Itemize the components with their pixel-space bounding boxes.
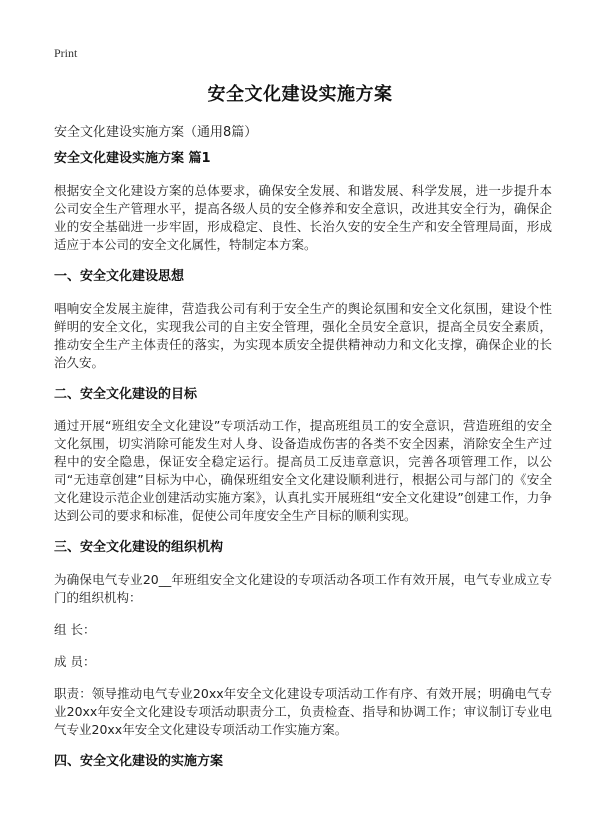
section-body-3: 为确保电气专业20__年班组安全文化建设的专项活动各项工作有效开展，电气专业成立专门的组织机构：: [54, 572, 552, 605]
intro-paragraph: 根据安全文化建设方案的总体要求，确保安全发展、和谐发展、科学发展，进一步提升本公司安全生产管理水平，提高各级人员的安全修养和安全意识，改进其安全行为，确保企业的安全基础进一步牢固，形成稳定、良性、长治久安的安全生产和安全管理局面，形成适应于本公司的安全文化属性，特制定本方案。: [54, 183, 552, 252]
section-heading-3: 三、安全文化建设的组织机构: [54, 540, 224, 555]
section-heading-4: 四、安全文化建设的实施方案: [54, 754, 224, 769]
section-body-1: 唱响安全发展主旋律，营造我公司有利于安全生产的舆论氛围和安全文化氛围，建设个性鲜明的安全文化，实现我公司的自主安全管理，强化全员安全意识，提高全员安全素质，推动安全生产主体责任的落实，为实现本质安全提供精神动力和文化支撑，确保企业的长治久安。: [54, 301, 552, 370]
section-heading-1: 一、安全文化建设思想: [54, 269, 185, 284]
chapter-heading: 安全文化建设实施方案 篇1: [54, 151, 211, 166]
leader-label: 组 长：: [54, 622, 96, 637]
duty-paragraph: 职责：领导推动电气专业20xx年安全文化建设专项活动工作有序、有效开展；明确电气专业20xx年安全文化建设专项活动职责分工，负责检查、指导和协调工作；审议制订专业电气专业20xx年安全文化建设专项活动工作实施方案。: [54, 686, 552, 737]
member-label: 成 员：: [54, 654, 96, 669]
print-label[interactable]: Print: [54, 46, 78, 60]
section-body-2: 通过开展“班组安全文化建设”专项活动工作，提高班组员工的安全意识，营造班组的安全文化氛围，切实消除可能发生对人身、设备造成伤害的各类不安全因素，消除安全生产过程中的安全隐患，保证安全稳定运行。提高员工反违章意识，完善各项管理工作，以公司“无违章创建”目标为中心，确保班组安全文化建设顺利进行，根据公司与部门的《安全文化建设示范企业创建活动实施方案》，认真扎实开展班组“安全文化建设”创建工作，力争达到公司的要求和标准，促使公司年度安全生产目标的顺利实现。: [54, 418, 552, 523]
document-title: 安全文化建设实施方案: [207, 84, 393, 105]
article-body: [54, 150, 552, 785]
section-heading-2: 二、安全文化建设的目标: [54, 387, 198, 402]
document-subtitle: 安全文化建设实施方案（通用8篇）: [54, 125, 258, 140]
